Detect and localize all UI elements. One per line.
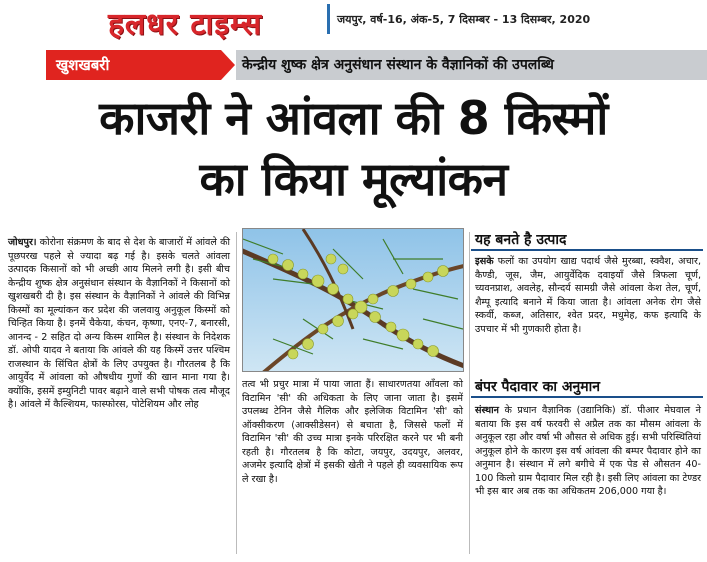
- headline-line-2: का किया मूल्यांकन: [199, 152, 508, 206]
- yield-paragraph: [475, 404, 701, 499]
- subhead-products: यह बनते है उत्पाद: [471, 229, 707, 251]
- headline: [0, 88, 707, 210]
- subhead-yield-estimate: बंपर पैदावार का अनुमान: [471, 376, 707, 398]
- ribbon-subtitle: केन्द्रीय शुष्क क्षेत्र अनुसंधान संस्थान के वैज्ञानिकों की उपलब्धि: [236, 50, 707, 80]
- products-lead-word: इसके: [475, 256, 494, 267]
- amla-tree-photo: [242, 228, 464, 372]
- article-column-2: तत्व भी प्रचुर मात्रा में पाया जाता हैं। साधारणतया आँवला को विटामिन 'सी' की अधिकता के लिए जाना जाता है। इसमें उपलब्ध टेनिन जैसे गैलिक और इलेजिक विटामिन 'सी' को ऑक्सीकरण (आक्सीडेसन) से बचाता है, जिससे फलों में विटामिन 'सी' की उच्च मात्रा इनके परिरक्षित करने पर भी बनी रहती है। गौरतलब है कि कोटा, जयपुर, उदयपुर, अलवर, अजमेर इत्यादि क्षेत्रों में इसकी खेती ने पहले ही व्यवसायिक रूप ले रखा है।: [242, 379, 463, 485]
- yield-text: के प्रधान वैज्ञानिक (उद्यानिकि) डॉ. पीआर मेघवाल ने बताया कि इस वर्ष फरवरी से अप्रैल तक का मौसम आंवला के अनुकूल रहा और वर्षा भी औसत से अधिक हुई। सभी परिस्थितियां अनुकूल होने के कारण इस वर्ष आंवला की बम्पर पैदावार होने का अनुमान है। संस्थान में लगे बगीचे में एक पेड से औसतन 40-100 किलो ग्राम पैदावार मिल रही है। इसी लिए आंवला का टेण्डर भी इस बार अब तक का अधिकतम 206,000 गया है।: [475, 405, 701, 497]
- masthead-divider: [327, 4, 330, 34]
- headline-line-1: काजरी ने आंवला की 8 किस्मों: [99, 91, 608, 145]
- issue-info: जयपुर, वर्ष-16, अंक-5, 7 दिसम्बर - 13 दिसम्बर, 2020: [337, 13, 591, 26]
- products-paragraph: [475, 255, 701, 336]
- products-text: फलों का उपयोग खाद्य पदार्थ जैसे मुरब्बा, स्क्वैश, अचार, कैण्डी, जूस, जैम, आयुर्वेदिक दवाइयाँ जैसे त्रिफला चूर्ण, च्यवनप्राश, अवलेह, सौन्दर्य सामग्री जैसे आंवला केश तेल, चूर्ण, शैम्पू इत्यादि बनाने में किया जाता है। आंवला अनेक रोग जैसे स्कर्वी, कब्ज, अतिसार, श्वेत प्रदर, मधुमेह, कफ इत्यादि के उपचार में भी गुणकारी होता है।: [475, 256, 701, 335]
- yield-lead-word: संस्थान: [475, 405, 499, 416]
- newspaper-logo: हलधर टाइम्स: [108, 7, 263, 42]
- section-tag: खुशखबरी: [46, 50, 221, 80]
- column-divider: [469, 232, 470, 554]
- section-ribbon: [0, 50, 707, 80]
- dateline: जोधपुर।: [8, 237, 37, 248]
- amla-branch-illustration: [243, 229, 464, 372]
- column-divider: [236, 232, 237, 554]
- masthead: [0, 0, 707, 42]
- article-column-1: [8, 236, 230, 412]
- column-1-text: कोरोना संक्रमण के बाद से देश के बाजारों में आंवले की पूछपरख पहले से ज्यादा बढ़ गई है। इसके चलते आंवला उत्पादक किसानों को भी अच्छी आय मिलने लगी है। इसी बीच केन्द्रीय शुष्क क्षेत्र अनुसंधान संस्थान के वैज्ञानिकों ने किसानों को खुशखबरी दी है। इस संस्थान के वैज्ञानिकों ने आंवले की विभिन्न किस्मों का मूल्यांकन कर प्रदेश की जलवायु अनुकूल किस्मों को चिन्हित किया है। इनमें चैकेया, कंचन, कृष्णा, एनए-7, बनारसी, आनन्द - 2 सहित दो अन्य किस्म शामिल है। संस्थान के निदेशक डॉ. ओपी यादव ने बताया कि आंवले की यह किस्में उत्तर पश्चिम राजस्थान के सिंचित क्षेत्रों के लिए उपयुक्त है। गौरतलब है कि आयुर्वेद में आंवला को औषधीय गुणों की खान माना गया है। क्योंकि, इसमें इम्युनिटी पावर बढ़ाने वाले सभी पोषक तत्व मौजूद है। आंवले में कैल्शियम, फास्फोरस, पोटेशियम और लोह: [8, 237, 230, 410]
